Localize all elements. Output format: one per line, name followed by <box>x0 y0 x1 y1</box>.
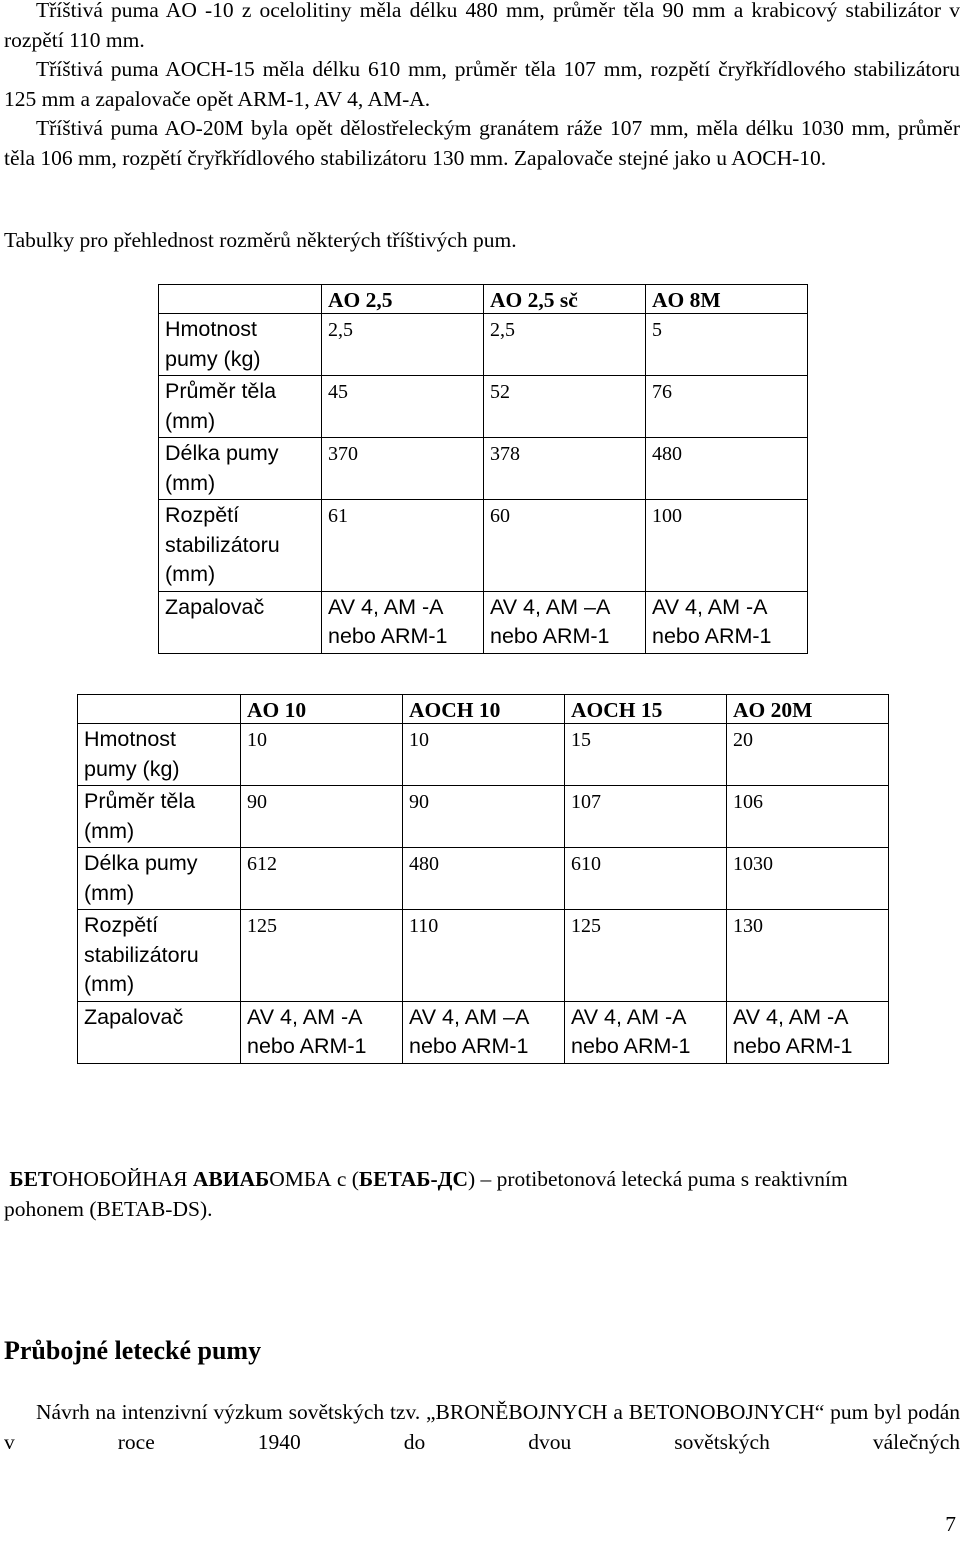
paragraph-ao10: Tříštivá puma AO -10 z ocelolitiny měla délku 480 mm, průměr těla 90 mm a krabicový stabilizátor v rozpětí 110 mm. <box>4 0 960 52</box>
table-cell: 107 <box>565 786 727 848</box>
row-label: Průměr těla (mm) <box>78 786 241 848</box>
closing-text <box>4 1398 960 1457</box>
table-cell: 5 <box>646 314 808 376</box>
row-label: Zapalovač <box>78 1001 241 1063</box>
row-label: Délka pumy (mm) <box>78 848 241 910</box>
betab-text-2: ОМБА с ( <box>269 1167 359 1191</box>
table-cell: AV 4, AM -A nebo ARM-1 <box>241 1001 403 1063</box>
row-label: Rozpětí stabilizátoru (mm) <box>78 910 241 1002</box>
table-cell: 52 <box>484 376 646 438</box>
row-label: Zapalovač <box>159 591 322 653</box>
betab-text-1: ОНОБОЙНАЯ <box>52 1167 193 1191</box>
table-small-bombs <box>158 284 808 654</box>
table-cell: 100 <box>646 500 808 592</box>
column-header: AO 8M <box>646 285 808 314</box>
betab-text-3: ) – protibetonová letecká puma s reaktivním pohonem (BETAB-DS). <box>4 1167 848 1221</box>
paragraph-aoch15: Tříštivá puma AOCH-15 měla délku 610 mm, průměr těla 107 mm, rozpětí čryřkřídlového stabilizátoru 125 mm a zapalovače opět ARM-1, AV 4, AM-A. <box>4 57 960 111</box>
table-cell: 125 <box>565 910 727 1002</box>
row-label: Hmotnost pumy (kg) <box>78 724 241 786</box>
table-cell: 378 <box>484 438 646 500</box>
table-row <box>159 500 808 592</box>
column-header: AOCH 10 <box>403 695 565 724</box>
table-cell: 60 <box>484 500 646 592</box>
table-row <box>159 376 808 438</box>
table-cell: 20 <box>727 724 889 786</box>
table-cell: 45 <box>322 376 484 438</box>
table-cell: AV 4, AM -A nebo ARM-1 <box>565 1001 727 1063</box>
table-cell: 1030 <box>727 848 889 910</box>
table-cell: 480 <box>403 848 565 910</box>
table-cell: 10 <box>241 724 403 786</box>
table-cell: 10 <box>403 724 565 786</box>
table-row <box>78 848 889 910</box>
table-corner-cell <box>159 285 322 314</box>
table-cell: 61 <box>322 500 484 592</box>
table-cell: 610 <box>565 848 727 910</box>
table-header-row <box>78 695 889 724</box>
column-header: AO 10 <box>241 695 403 724</box>
row-label: Průměr těla (mm) <box>159 376 322 438</box>
table-row <box>78 910 889 1002</box>
column-header: AO 2,5 <box>322 285 484 314</box>
betab-bold-2: АВИАБ <box>192 1167 270 1191</box>
table-cell: 110 <box>403 910 565 1002</box>
table-cell: 480 <box>646 438 808 500</box>
table-cell: 130 <box>727 910 889 1002</box>
table-row <box>159 591 808 653</box>
table-cell: 125 <box>241 910 403 1002</box>
table-cell: 76 <box>646 376 808 438</box>
intro-text <box>4 0 960 173</box>
table-cell: AV 4, AM -A nebo ARM-1 <box>727 1001 889 1063</box>
table-cell: 612 <box>241 848 403 910</box>
column-header: AO 20M <box>727 695 889 724</box>
column-header: AOCH 15 <box>565 695 727 724</box>
section-heading: Průbojné letecké pumy <box>4 1336 262 1365</box>
table-cell: AV 4, AM -A nebo ARM-1 <box>322 591 484 653</box>
table-row <box>78 724 889 786</box>
table-cell: 90 <box>241 786 403 848</box>
table-cell: AV 4, AM -A nebo ARM-1 <box>646 591 808 653</box>
column-header: AO 2,5 sč <box>484 285 646 314</box>
betab-bold-3: БЕТАБ-ДС <box>358 1167 468 1191</box>
row-label: Rozpětí stabilizátoru (mm) <box>159 500 322 592</box>
table-row <box>159 438 808 500</box>
table-corner-cell <box>78 695 241 724</box>
row-label: Délka pumy (mm) <box>159 438 322 500</box>
table-row <box>78 786 889 848</box>
table-cell: 370 <box>322 438 484 500</box>
table-cell: 2,5 <box>484 314 646 376</box>
table-cell: AV 4, AM –A nebo ARM-1 <box>403 1001 565 1063</box>
paragraph-ao20m: Tříštivá puma AO-20M byla opět dělostřeleckým granátem ráže 107 mm, měla délku 1030 mm, průměr těla 106 mm, rozpětí čryřkřídlového stabilizátoru 130 mm. Zapalovače stejné jako u AOCH-10. <box>4 116 960 170</box>
table-cell: 15 <box>565 724 727 786</box>
table-row <box>78 1001 889 1063</box>
row-label: Hmotnost pumy (kg) <box>159 314 322 376</box>
table-cell: AV 4, AM –A nebo ARM-1 <box>484 591 646 653</box>
paragraph-research: Návrh na intenzivní výzkum sovětských tzv. „BRONĚBOJNYCH a BETONOBOJNYCH“ pum byl podán v roce 1940 do dvou sovětských válečných <box>4 1400 960 1454</box>
tables-intro-text: Tabulky pro přehlednost rozměrů některých tříštivých pum. <box>4 228 517 252</box>
table-cell: 90 <box>403 786 565 848</box>
table-cell: 2,5 <box>322 314 484 376</box>
betab-paragraph <box>4 1165 904 1224</box>
page-number: 7 <box>945 1512 956 1536</box>
table-header-row <box>159 285 808 314</box>
table-row <box>159 314 808 376</box>
table-medium-bombs <box>77 694 889 1064</box>
betab-bold-1: БЕТ <box>9 1167 53 1191</box>
table-cell: 106 <box>727 786 889 848</box>
